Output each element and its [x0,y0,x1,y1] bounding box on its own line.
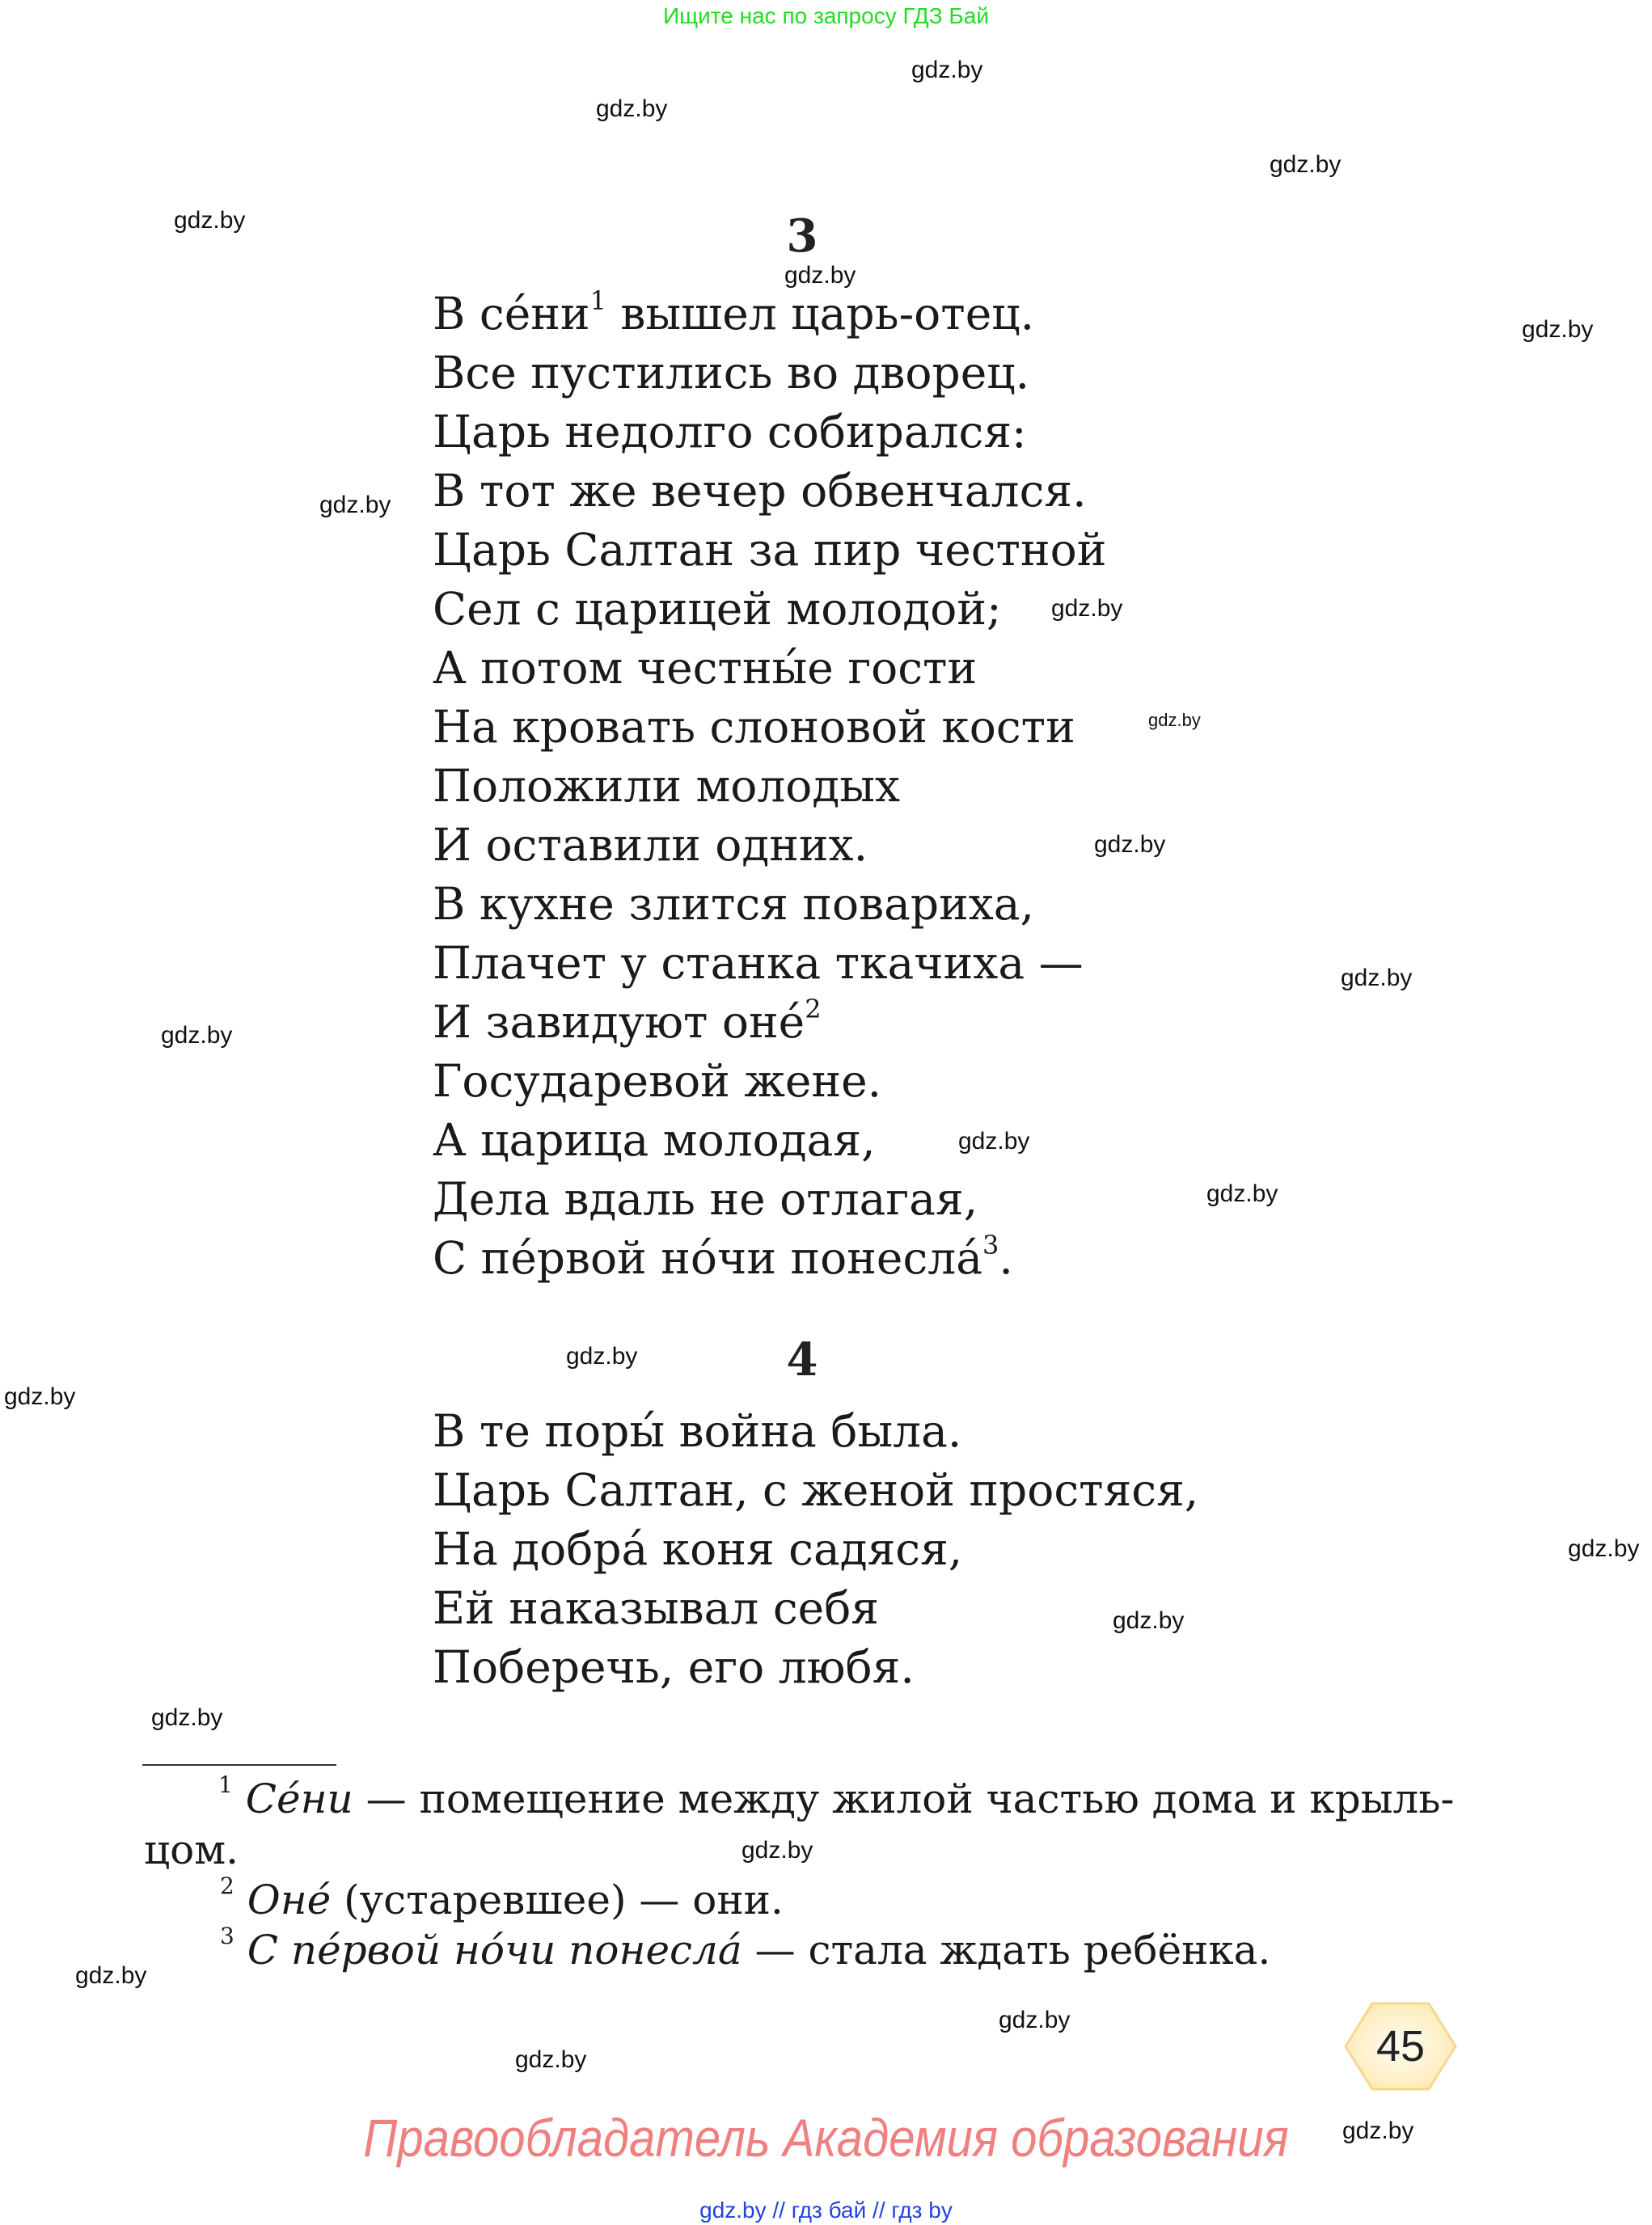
footnote-ref: 3 [982,1230,999,1260]
footer-links[interactable]: gdz.by // гдз бай // гдз by [699,2198,953,2223]
footnote-divider [142,1764,336,1766]
footnote-term: Се́ни [245,1775,353,1822]
watermark: gdz.by [958,1128,1030,1155]
poem-line: А потом честны́е гости [433,642,978,694]
footnote-2 [220,1872,784,1923]
footnote-text: (устаревшее) — они. [331,1877,784,1923]
watermark: gdz.by [596,95,668,122]
poem-line: И оставили одних. [433,819,868,871]
poem-line: А царица молодая, [433,1114,876,1166]
footnote-1 [218,1771,1455,1822]
poem-line: Дела вдаль не отлагая, [433,1173,978,1225]
page-number: 45 [1375,2022,1426,2071]
poem-line: На кровать слоновой кости [433,701,1075,753]
stanza-number: 4 [786,1333,818,1387]
watermark: gdz.by [1206,1180,1278,1207]
watermark: gdz.by [4,1383,76,1410]
line-text: И завидуют оне́ [433,996,805,1048]
poem-line: Царь Салтан за пир честной [433,524,1107,576]
footnote-mark: 2 [220,1872,234,1899]
footnote-text: — стала ждать ребёнка. [741,1927,1271,1974]
watermark: gdz.by [1342,2117,1414,2144]
watermark: gdz.by [1113,1607,1185,1634]
watermark: gdz.by [1094,831,1166,858]
poem-line: Положили молодых [433,760,901,812]
poem-line: Все пустились во дворец. [433,347,1030,399]
watermark: gdz.by [1051,595,1123,622]
watermark: gdz.by [741,1837,813,1864]
footnote-text: — помещение между жилой частью дома и крыль- [353,1775,1455,1822]
watermark: gdz.by [784,262,856,289]
poem-line [433,1230,1013,1284]
search-banner: Ищите нас по запросу ГДЗ Бай [662,3,990,28]
footnote-ref: 1 [589,285,606,316]
poem-line [433,994,822,1048]
footnote-term: С пе́рвой но́чи понесла́ [247,1927,742,1974]
footnote-mark: 1 [218,1771,233,1798]
watermark: gdz.by [566,1343,638,1370]
watermark: gdz.by [75,1962,147,1989]
copyright-notice: Правообладатель Академия образования [363,2108,1289,2168]
poem-line: Государевой жене. [433,1055,882,1107]
watermark: gdz.by [999,2007,1071,2033]
watermark: gdz.by [151,1704,223,1731]
poem-line: В кухне злится повариха, [433,878,1035,930]
watermark: gdz.by [1148,710,1201,730]
line-text: вышел царь-отец. [606,288,1035,340]
poem-line: Ей наказывал себя [433,1582,880,1634]
poem-line: В тот же вечер обвенчался. [433,465,1087,517]
watermark: gdz.by [911,57,983,83]
line-text: В се́ни [433,288,590,340]
footnote-term: Оне́ [247,1877,332,1923]
poem-line: Сел с царицей молодой; [433,583,1002,635]
footnote-3 [220,1923,1271,1974]
watermark: gdz.by [515,2046,587,2073]
watermark: gdz.by [1270,151,1341,178]
line-text: С пе́рвой но́чи понесла́ [433,1232,982,1284]
line-text: . [999,1232,1013,1284]
poem-line: Царь Салтан, с женой простяся, [433,1464,1199,1516]
poem-line [433,285,1035,340]
watermark: gdz.by [161,1022,233,1049]
watermark: gdz.by [1341,965,1413,991]
footnote-ref: 2 [805,994,822,1024]
poem-line: Царь недолго собирался: [433,406,1027,458]
footnote-mark: 3 [220,1923,234,1949]
watermark: gdz.by [1568,1535,1640,1562]
footnote-1-cont: цом. [144,1826,239,1873]
watermark: gdz.by [174,207,246,234]
watermark: gdz.by [319,492,391,518]
poem-line: Поберечь, его любя. [433,1641,915,1693]
watermark: gdz.by [1522,316,1594,343]
stanza-number: 3 [786,209,818,263]
poem-line: Плачет у станка ткачиха — [433,937,1084,989]
poem-line: На добра́ коня садяся, [433,1523,963,1575]
poem-line: В те поры́ война была. [433,1405,962,1457]
